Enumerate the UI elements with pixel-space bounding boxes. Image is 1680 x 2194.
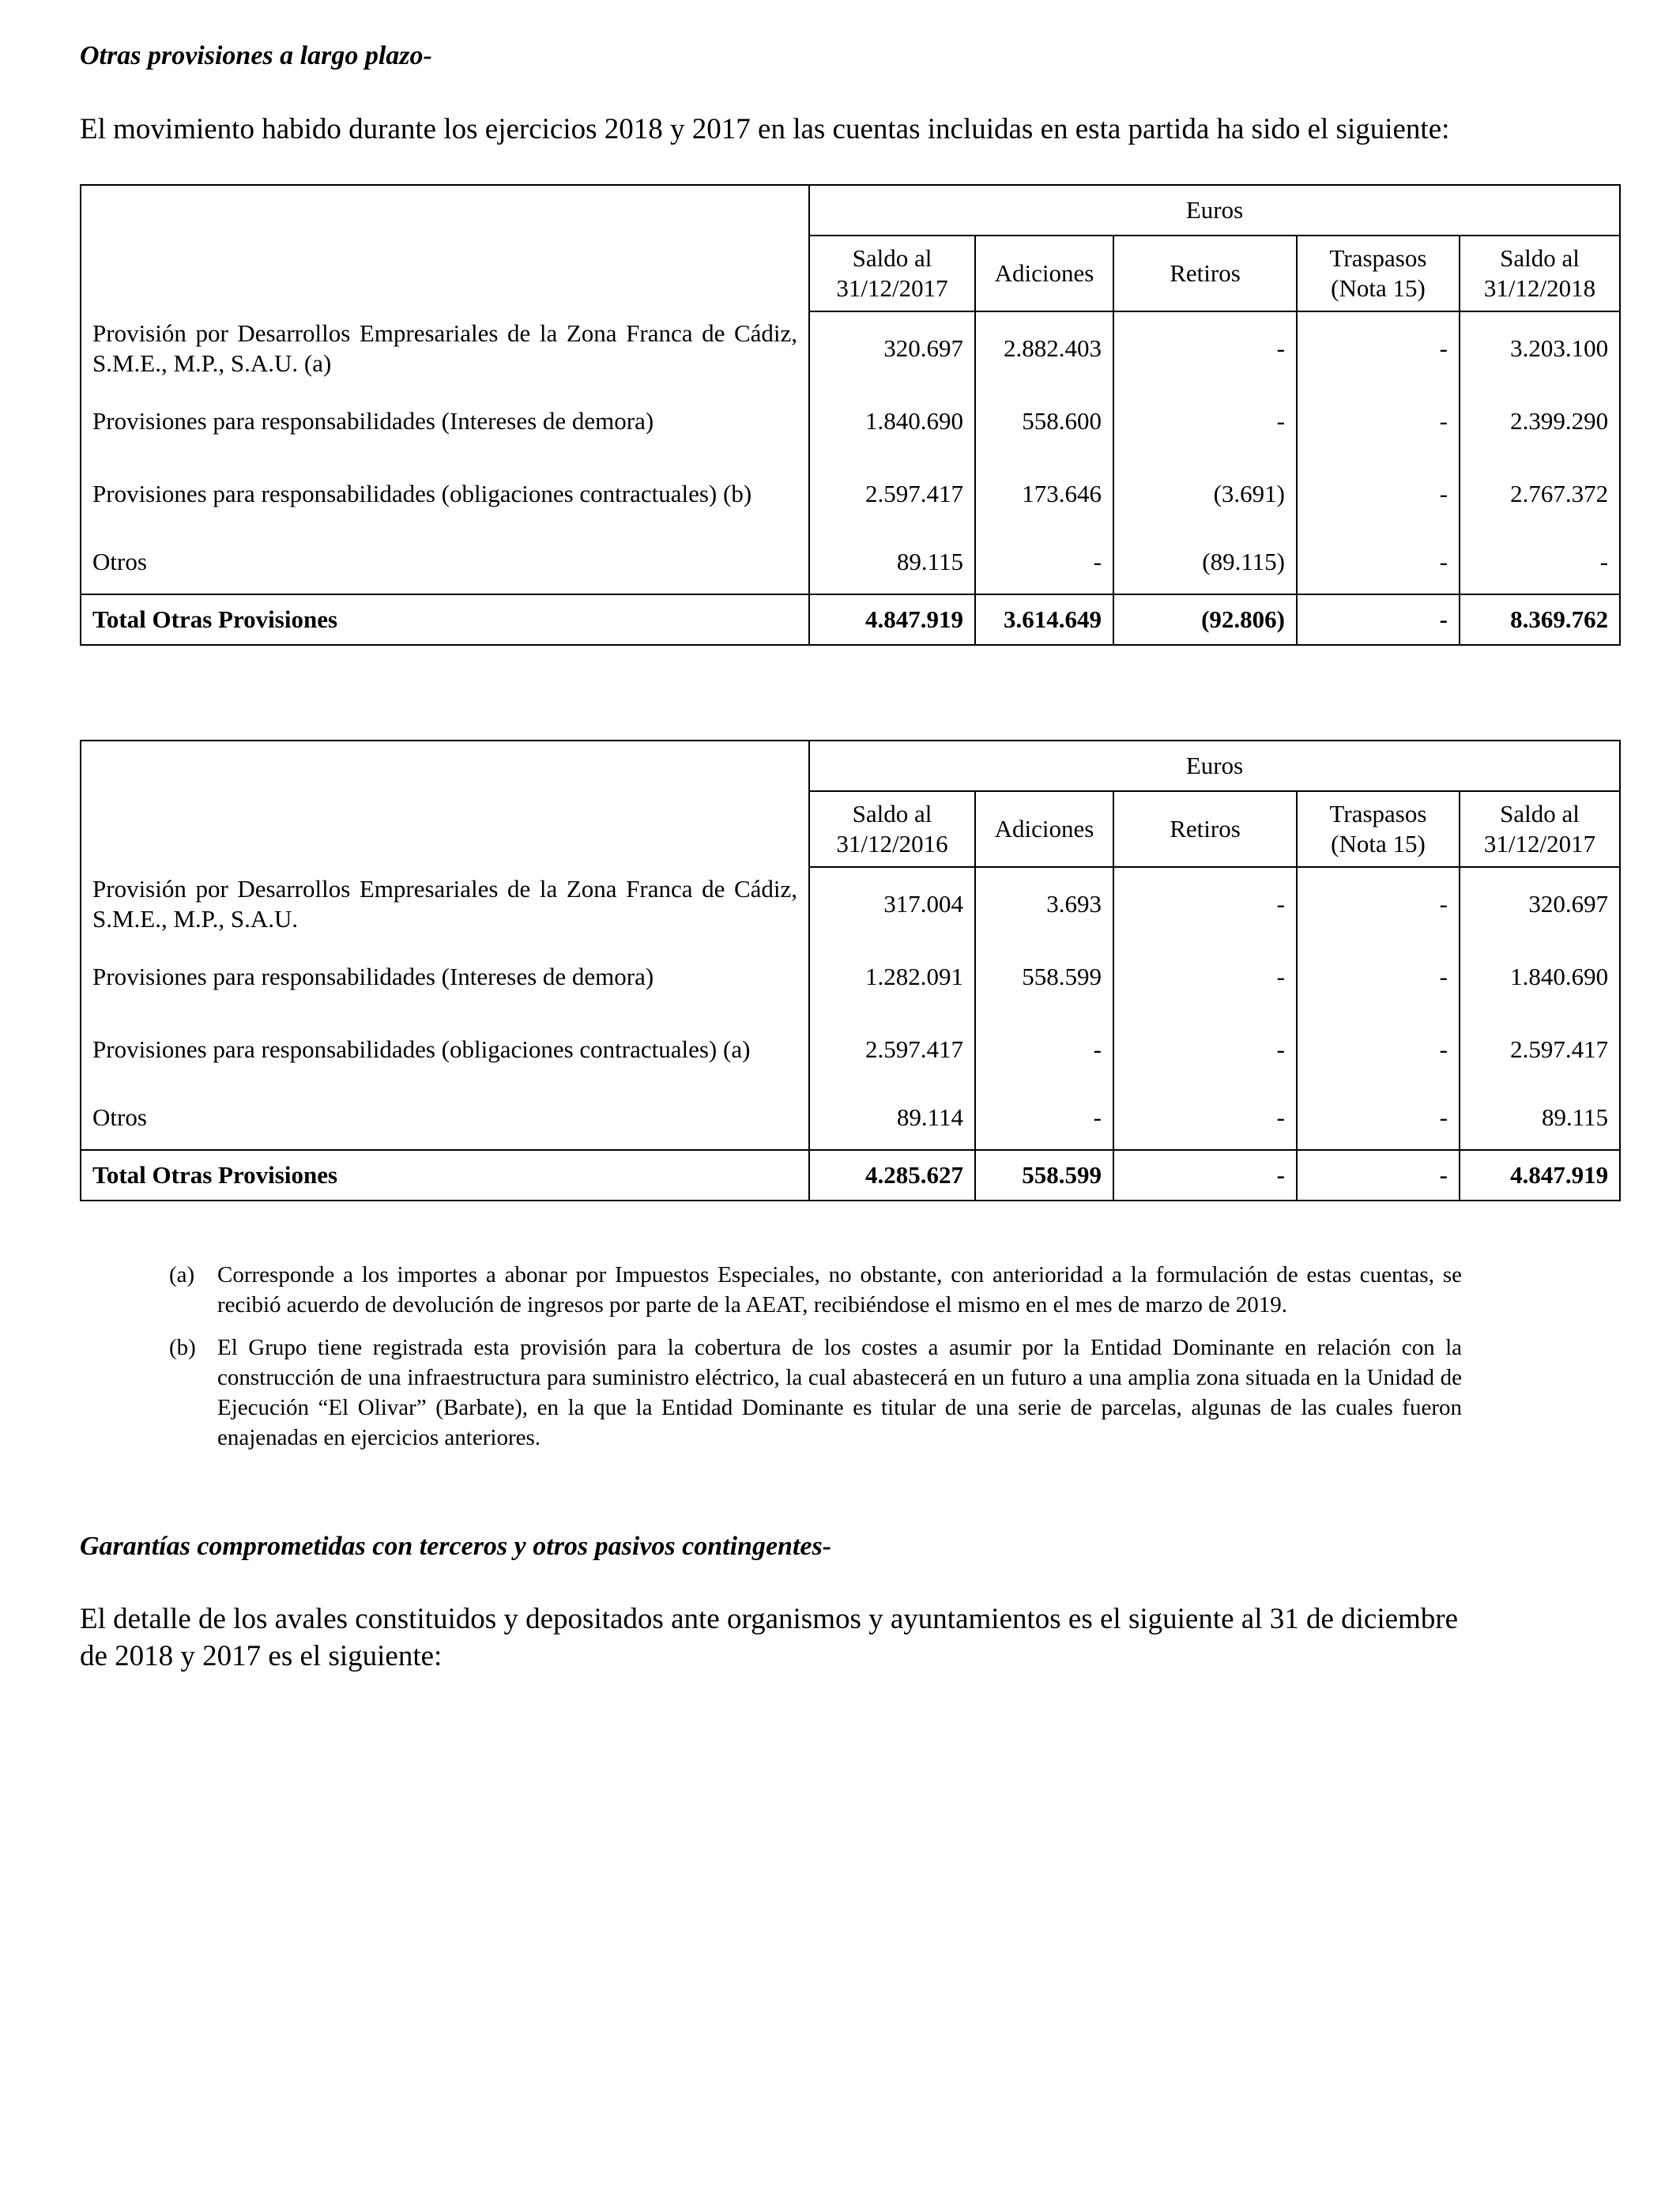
row-label: Provisión por Desarrollos Empresariales de la Zona Franca de Cádiz, S.M.E., M.P., S.A.U. xyxy=(81,867,809,941)
table-row xyxy=(81,311,1620,385)
cell-value: 320.697 xyxy=(809,311,975,385)
cell-value: - xyxy=(1113,1013,1297,1086)
cell-value: 3.693 xyxy=(975,867,1113,941)
table-row xyxy=(81,530,1620,594)
cell-value: - xyxy=(1297,458,1460,530)
cell-value: - xyxy=(1113,385,1297,458)
row-label: Provisión por Desarrollos Empresariales de la Zona Franca de Cádiz, S.M.E., M.P., S.A.U. (a) xyxy=(81,311,809,385)
cell-value: - xyxy=(1297,1086,1460,1150)
col-header-withdrawals: Retiros xyxy=(1113,791,1297,867)
total-row xyxy=(81,594,1620,645)
closing-paragraph: El detalle de los avales constituidos y depositados ante organismos y ayuntamientos es el siguiente al 31 de diciembre de 2018 y 2017 es el siguiente: xyxy=(80,1603,1459,1672)
cell-value: 558.599 xyxy=(975,941,1113,1013)
row-label: Provisiones para responsabilidades (Intereses de demora) xyxy=(81,941,809,1013)
cell-value: - xyxy=(1113,941,1297,1013)
col-header-withdrawals: Retiros xyxy=(1113,236,1297,311)
currency-header: Euros xyxy=(809,185,1620,236)
total-label: Total Otras Provisiones xyxy=(81,594,809,645)
footnote-a xyxy=(169,1260,1462,1320)
footnote-text: El Grupo tiene registrada esta provisión para la cobertura de los costes a asumir por la Entidad Dominante en relación con la construcción de una infraestructura para suministro eléctrico, la cual abastecerá en un futuro a una amplia zona situada en la Unidad de Ejecución “El Olivar” (Barbate), en la que la Entidad Dominante es titular de una serie de parcelas, algunas de las cuales fueron enajenadas en ejercicios anteriores. xyxy=(217,1335,1462,1450)
cell-value: 1.840.690 xyxy=(1460,941,1620,1013)
row-label: Provisiones para responsabilidades (obligaciones contractuales) (a) xyxy=(81,1013,809,1086)
total-row xyxy=(81,1150,1620,1201)
table-row xyxy=(81,867,1620,941)
cell-value: 3.203.100 xyxy=(1460,311,1620,385)
cell-value: 2.767.372 xyxy=(1460,458,1620,530)
cell-value: 89.115 xyxy=(809,530,975,594)
col-header-additions: Adiciones xyxy=(975,236,1113,311)
total-value: 558.599 xyxy=(975,1150,1113,1201)
cell-value: 173.646 xyxy=(975,458,1113,530)
cell-value: 320.697 xyxy=(1460,867,1620,941)
table-row xyxy=(81,941,1620,1013)
cell-value: - xyxy=(1297,867,1460,941)
cell-value: 2.597.417 xyxy=(809,1013,975,1086)
row-label: Provisiones para responsabilidades (obligaciones contractuales) (b) xyxy=(81,458,809,530)
col-header-transfers: Traspasos (Nota 15) xyxy=(1297,236,1460,311)
empty-header-cell xyxy=(81,741,809,867)
row-label: Otros xyxy=(81,530,809,594)
col-header-closing-balance: Saldo al 31/12/2018 xyxy=(1460,236,1620,311)
table-row xyxy=(81,1013,1620,1086)
footnote-marker: (a) xyxy=(169,1262,195,1287)
provisions-table-2018 xyxy=(80,184,1621,646)
table-row xyxy=(81,458,1620,530)
footnote-b xyxy=(169,1333,1462,1453)
cell-value: (3.691) xyxy=(1113,458,1297,530)
total-value: (92.806) xyxy=(1113,594,1297,645)
col-header-opening-balance: Saldo al 31/12/2016 xyxy=(809,791,975,867)
cell-value: 558.600 xyxy=(975,385,1113,458)
total-value: - xyxy=(1297,594,1460,645)
cell-value: - xyxy=(1297,1013,1460,1086)
total-label: Total Otras Provisiones xyxy=(81,1150,809,1201)
cell-value: 2.597.417 xyxy=(809,458,975,530)
total-value: - xyxy=(1113,1150,1297,1201)
total-value: 3.614.649 xyxy=(975,594,1113,645)
cell-value: - xyxy=(975,1086,1113,1150)
col-header-closing-balance: Saldo al 31/12/2017 xyxy=(1460,791,1620,867)
cell-value: 2.597.417 xyxy=(1460,1013,1620,1086)
cell-value: 2.882.403 xyxy=(975,311,1113,385)
col-header-opening-balance: Saldo al 31/12/2017 xyxy=(809,236,975,311)
cell-value: 317.004 xyxy=(809,867,975,941)
total-value: 4.847.919 xyxy=(809,594,975,645)
row-label: Provisiones para responsabilidades (Intereses de demora) xyxy=(81,385,809,458)
col-header-transfers: Traspasos (Nota 15) xyxy=(1297,791,1460,867)
cell-value: - xyxy=(975,1013,1113,1086)
cell-value: - xyxy=(1297,385,1460,458)
provisions-table-2017 xyxy=(80,740,1621,1201)
col-header-additions: Adiciones xyxy=(975,791,1113,867)
cell-value: - xyxy=(1113,311,1297,385)
table-row xyxy=(81,385,1620,458)
table-row xyxy=(81,1086,1620,1150)
cell-value: - xyxy=(1297,530,1460,594)
cell-value: 1.282.091 xyxy=(809,941,975,1013)
total-value: 4.285.627 xyxy=(809,1150,975,1201)
cell-value: 2.399.290 xyxy=(1460,385,1620,458)
footnote-marker: (b) xyxy=(169,1335,196,1360)
cell-value: - xyxy=(1297,941,1460,1013)
empty-header-cell xyxy=(81,185,809,311)
cell-value: - xyxy=(1297,311,1460,385)
footnote-text: Corresponde a los importes a abonar por Impuestos Especiales, no obstante, con anterioridad a la formulación de estas cuentas, se recibió acuerdo de devolución de ingresos por parte de la AEAT, recibiéndose el mismo en el mes de marzo de 2019. xyxy=(217,1262,1462,1318)
cell-value: (89.115) xyxy=(1113,530,1297,594)
cell-value: - xyxy=(975,530,1113,594)
intro-paragraph: El movimiento habido durante los ejercicios 2018 y 2017 en las cuentas incluidas en esta partida ha sido el siguiente: xyxy=(80,113,1450,145)
section-title-provisions: Otras provisiones a largo plazo- xyxy=(80,41,432,70)
cell-value: - xyxy=(1113,867,1297,941)
cell-value: - xyxy=(1460,530,1620,594)
total-value: 4.847.919 xyxy=(1460,1150,1620,1201)
cell-value: 1.840.690 xyxy=(809,385,975,458)
footnotes xyxy=(169,1260,1462,1465)
cell-value: 89.115 xyxy=(1460,1086,1620,1150)
row-label: Otros xyxy=(81,1086,809,1150)
cell-value: 89.114 xyxy=(809,1086,975,1150)
total-value: - xyxy=(1297,1150,1460,1201)
section-title-guarantees: Garantías comprometidas con terceros y otros pasivos contingentes- xyxy=(80,1532,832,1561)
cell-value: - xyxy=(1113,1086,1297,1150)
currency-header: Euros xyxy=(809,741,1620,791)
total-value: 8.369.762 xyxy=(1460,594,1620,645)
